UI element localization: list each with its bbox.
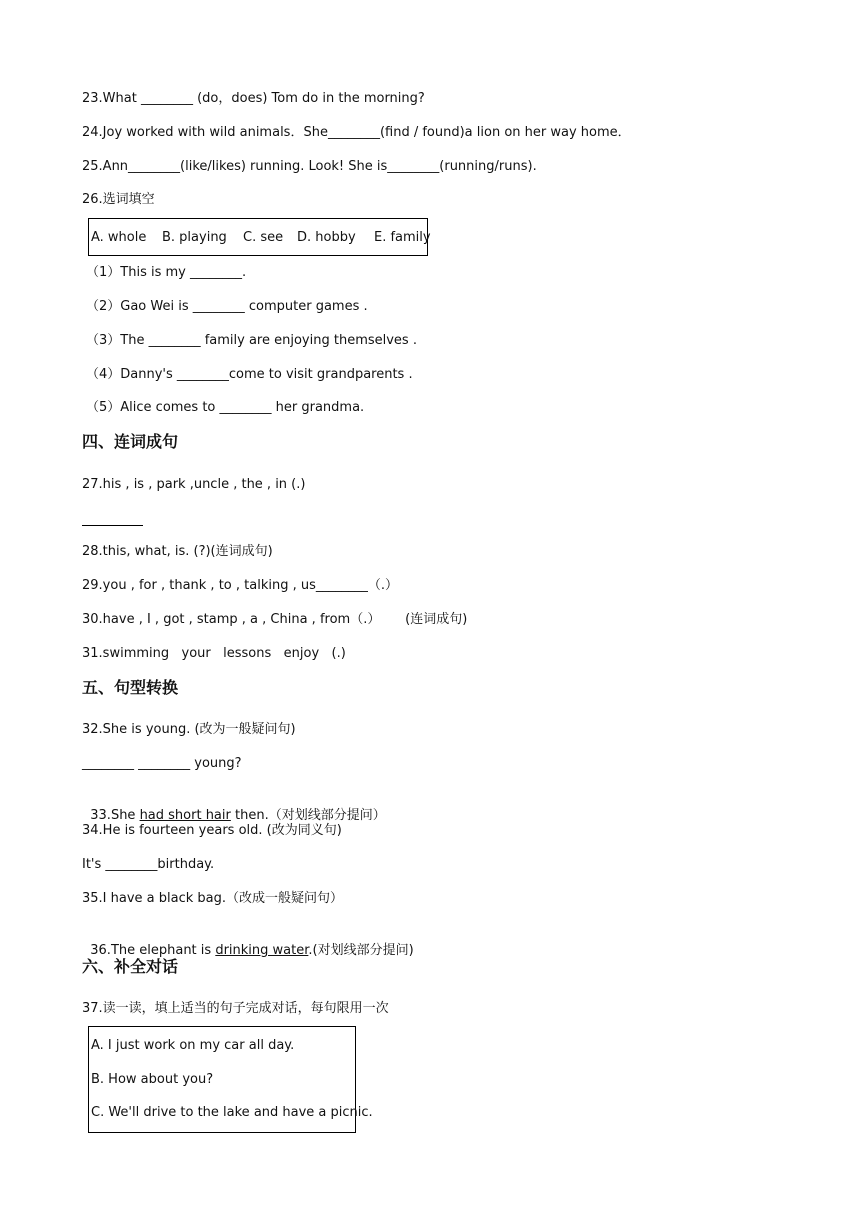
q26-item: （2）Gao Wei is ________ computer games .	[86, 299, 368, 314]
dialogue-option: C. We'll drive to the lake and have a picnic.	[91, 1105, 373, 1120]
q34-answer: It's ________birthday.	[82, 857, 215, 872]
answer-blank-line	[82, 525, 143, 526]
dialogue-option: B. How about you?	[91, 1072, 214, 1087]
q30: 30.have , I , got , stamp , a , China , from（.） (连词成句)	[82, 612, 468, 627]
q33-suffix: then.（对划线部分提问）	[230, 808, 386, 823]
q33-prefix: 33.She	[90, 808, 140, 823]
section-heading: 四、连词成句	[82, 432, 179, 451]
word-bank-option: D. hobby	[297, 230, 356, 245]
q26-item: （5）Alice comes to ________ her grandma.	[86, 400, 365, 415]
q24: 24.Joy worked with wild animals．She________(find / found)a lion on her way home．	[82, 125, 631, 140]
q36	[82, 924, 414, 960]
q32: 32.She is young. (改为一般疑问句)	[82, 722, 296, 737]
q33	[82, 789, 386, 825]
q26-item: （3）The ________ family are enjoying themselves .	[86, 333, 417, 348]
dialogue-options-box	[88, 1026, 373, 1133]
q27: 27.his , is , park ,uncle , the , in (.)	[82, 477, 306, 492]
q33-underlined: had short hair	[139, 808, 231, 823]
word-bank-option: A. whole	[91, 230, 147, 245]
q29: 29.you , for , thank , to , talking , us________（.）	[82, 578, 398, 593]
q32-answer: ________ ________ young?	[82, 756, 242, 771]
q34: 34.He is fourteen years old. (改为同义句)	[82, 823, 342, 838]
q36-underlined: drinking water	[215, 943, 309, 958]
q36-prefix: 36.The elephant is	[90, 943, 216, 958]
word-bank-box	[88, 218, 431, 256]
q36-suffix: .(对划线部分提问)	[308, 943, 414, 958]
q31: 31.swimming your lessons enjoy (.)	[82, 646, 346, 661]
q23: 23.What ________ (do，does) Tom do in the morning?	[82, 91, 425, 106]
word-bank-option: E. family	[374, 230, 431, 245]
q26-item: （4）Danny's ________come to visit grandparents .	[86, 367, 413, 382]
word-bank-option: B. playing	[162, 230, 227, 245]
q28: 28.this, what, is. (?)(连词成句)	[82, 544, 273, 559]
q35: 35.I have a black bag.（改成一般疑问句）	[82, 891, 344, 906]
section-heading: 六、补全对话	[82, 957, 179, 976]
q37-title: 37.读一读，填上适当的句子完成对话，每句限用一次	[82, 1001, 389, 1016]
dialogue-option: A. I just work on my car all day.	[91, 1038, 295, 1053]
q25: 25.Ann________(like/likes) running. Look! She is________(running/runs).	[82, 159, 537, 174]
q26-item: （1）This is my ________.	[86, 265, 247, 280]
section-heading: 五、句型转换	[82, 678, 179, 697]
q26-title: 26.选词填空	[82, 192, 155, 207]
word-bank-option: C. see	[243, 230, 284, 245]
